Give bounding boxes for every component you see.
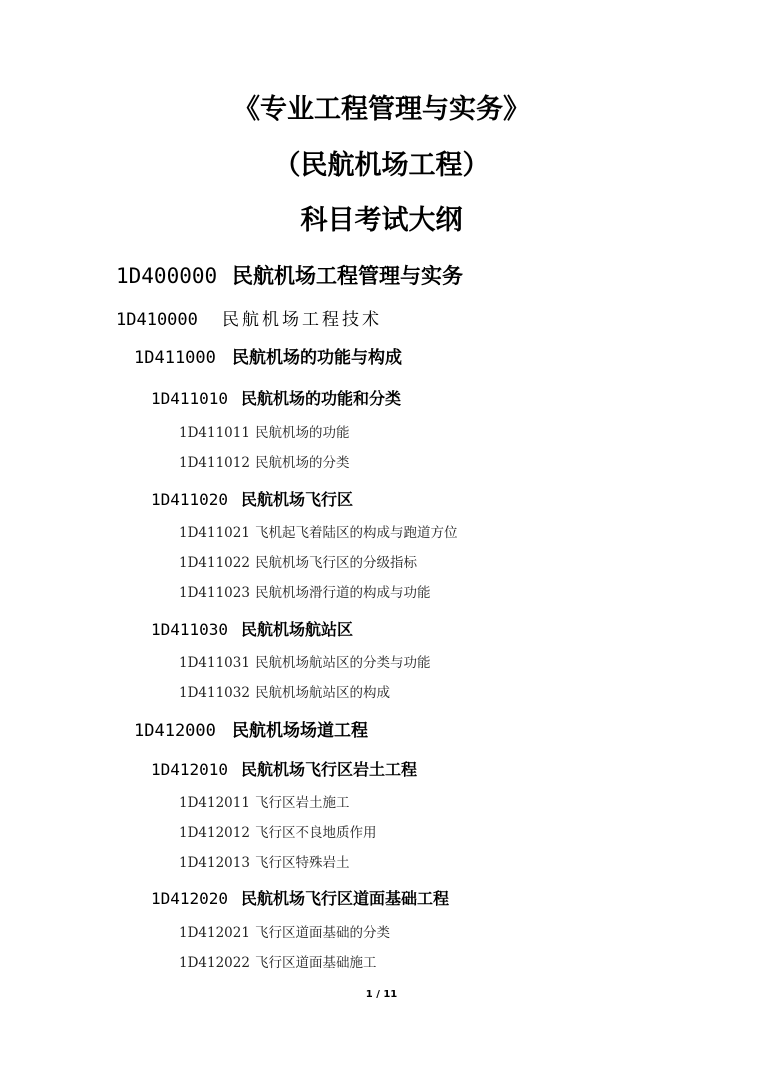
outline-code: 1D411031 (179, 655, 250, 671)
outline-text: 民航机场飞行区岩土工程 (241, 760, 418, 779)
document-title-line-2: （民航机场工程） (273, 150, 490, 181)
outline-code: 1D411011 (179, 425, 250, 441)
page-number: 1 / 11 (365, 989, 398, 1000)
outline-code: 1D411023 (179, 585, 250, 601)
outline-text: 民航机场航站区 (241, 620, 354, 639)
outline-root-heading (116, 260, 463, 290)
outline-code: 1D411010 (151, 389, 229, 408)
outline-item-level-3 (151, 386, 401, 409)
outline-text: 民航机场航站区的分类与功能 (255, 655, 431, 671)
outline-item-level-3 (151, 757, 417, 780)
outline-code: 1D400000 (116, 264, 218, 288)
outline-code: 1D412021 (179, 925, 250, 941)
outline-code: 1D412022 (179, 955, 250, 971)
outline-code: 1D412020 (151, 889, 229, 908)
outline-text: 飞行区岩土施工 (255, 795, 350, 811)
outline-item-level-3 (151, 487, 353, 510)
outline-item-level-4 (179, 791, 350, 811)
outline-text: 民航机场场道工程 (232, 721, 368, 741)
outline-code: 1D411012 (179, 455, 250, 471)
outline-text: 民航机场的功能与构成 (232, 348, 402, 368)
outline-section-heading (116, 305, 382, 330)
outline-code: 1D412011 (179, 795, 250, 811)
outline-item-level-3 (151, 886, 449, 909)
outline-code: 1D411032 (179, 685, 250, 701)
outline-item-level-4 (179, 551, 417, 571)
outline-code: 1D412013 (179, 855, 250, 871)
outline-text: 民航机场的分类 (255, 455, 350, 471)
outline-code: 1D411021 (179, 525, 250, 541)
outline-item-level-2 (134, 716, 368, 741)
outline-text: 民航机场航站区的构成 (255, 685, 390, 701)
outline-text: 民航机场滑行道的构成与功能 (255, 585, 431, 601)
outline-code: 1D411030 (151, 620, 229, 639)
outline-item-level-3 (151, 617, 353, 640)
outline-text: 民航机场工程技术 (222, 310, 382, 330)
outline-item-level-4 (179, 851, 350, 871)
outline-item-level-4 (179, 951, 377, 971)
outline-item-level-4 (179, 681, 390, 701)
outline-item-level-2 (134, 343, 402, 368)
outline-text: 民航机场的功能和分类 (241, 389, 402, 408)
document-title-line-3: 科目考试大纲 (300, 205, 463, 236)
outline-code: 1D412012 (179, 825, 250, 841)
outline-text: 民航机场飞行区 (241, 490, 354, 509)
outline-text: 民航机场飞行区道面基础工程 (241, 889, 450, 908)
outline-text: 飞机起飞着陆区的构成与跑道方位 (255, 525, 458, 541)
outline-text: 飞行区不良地质作用 (255, 825, 377, 841)
outline-text: 飞行区道面基础施工 (255, 955, 377, 971)
outline-code: 1D412010 (151, 760, 229, 779)
outline-code: 1D411000 (134, 348, 216, 368)
outline-code: 1D411020 (151, 490, 229, 509)
outline-code: 1D410000 (116, 310, 198, 330)
document-title-line-1: 《专业工程管理与实务》 (233, 94, 530, 125)
outline-item-level-4 (179, 581, 431, 601)
outline-text: 民航机场飞行区的分级指标 (255, 555, 417, 571)
outline-item-level-4 (179, 651, 431, 671)
outline-item-level-4 (179, 521, 458, 541)
outline-item-level-4 (179, 451, 350, 471)
outline-code: 1D411022 (179, 555, 250, 571)
outline-text: 飞行区道面基础的分类 (255, 925, 390, 941)
outline-text: 飞行区特殊岩土 (255, 855, 350, 871)
outline-text: 民航机场的功能 (255, 425, 350, 441)
outline-item-level-4 (179, 821, 377, 841)
outline-code: 1D412000 (134, 721, 216, 741)
outline-item-level-4 (179, 421, 350, 441)
outline-item-level-4 (179, 921, 390, 941)
outline-text: 民航机场工程管理与实务 (232, 264, 463, 288)
